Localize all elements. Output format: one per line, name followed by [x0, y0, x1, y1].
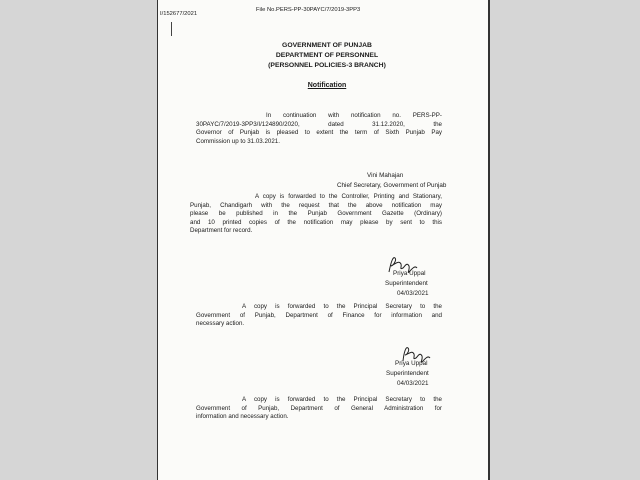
endorsement-2 — [196, 303, 442, 329]
right-margin-background — [490, 0, 640, 480]
endorsement-line: Government of Punjab, Department of General Administration for — [196, 404, 442, 412]
office-line-government: GOVERNMENT OF PUNJAB — [282, 42, 372, 49]
page-edge-left — [157, 0, 158, 480]
file-number: File No.PERS-PP-30PAYC/7/2019-3PP3 — [256, 7, 361, 13]
notification-body — [196, 112, 442, 146]
office-line-branch: (PERSONNEL POLICIES-3 BRANCH) — [268, 62, 386, 69]
office-line-department: DEPARTMENT OF PERSONNEL — [275, 52, 379, 59]
endorsement-line: Punjab, Chandigarh with the request that the above notification may — [190, 201, 442, 209]
endorsement-line: Government of Punjab, Department of Finance for information and — [196, 311, 442, 319]
endorsement-line: information and necessary action. — [196, 413, 289, 421]
diary-number: I/152677/2021 — [160, 11, 198, 17]
endorsement-3 — [196, 396, 442, 422]
body-line: Governor of Punjab is pleased to extent the term of Sixth Punjab Pay — [196, 129, 442, 137]
officer-date-1: 04/03/2021 — [397, 290, 429, 297]
endorsement-line: Department for record. — [190, 227, 253, 235]
endorsement-line: A copy is forwarded to the Controller, Printing and Stationary, — [255, 193, 442, 200]
page-edge-right — [488, 0, 490, 480]
margin-tick-mark — [171, 22, 172, 36]
endorsement-line: necessary action. — [196, 320, 245, 328]
body-line: 30PAYC/7/2019-3PP3/I/124890/2020, dated 31.12.2020, the — [196, 120, 442, 128]
endorsement-1 — [190, 193, 442, 236]
body-line: Commission up to 31.03.2021. — [196, 137, 280, 145]
endorsement-line: A copy is forwarded to the Principal Secretary to the — [242, 396, 442, 403]
body-line: In continuation with notification no. PERS-PP- — [266, 112, 442, 119]
officer-date-2: 04/03/2021 — [397, 380, 429, 387]
signatory-name: Vini Mahajan — [367, 172, 404, 179]
notification-title: Notification — [307, 82, 347, 89]
endorsement-line: and 10 printed copies of the notification may please by sent to this — [190, 218, 442, 226]
officer-designation-2: Superintendent — [386, 370, 429, 377]
endorsement-line: please be published in the Punjab Government Gazette (Ordinary) — [190, 210, 442, 218]
officer-designation-1: Superintendent — [385, 280, 428, 287]
document-page — [157, 0, 490, 480]
officer-name-2: Priya Uppal — [395, 360, 428, 367]
left-margin-background — [0, 0, 157, 480]
signatory-designation: Chief Secretary, Government of Punjab — [337, 182, 447, 189]
endorsement-line: A copy is forwarded to the Principal Secretary to the — [242, 303, 442, 310]
officer-name-1: Priya Uppal — [393, 270, 426, 277]
